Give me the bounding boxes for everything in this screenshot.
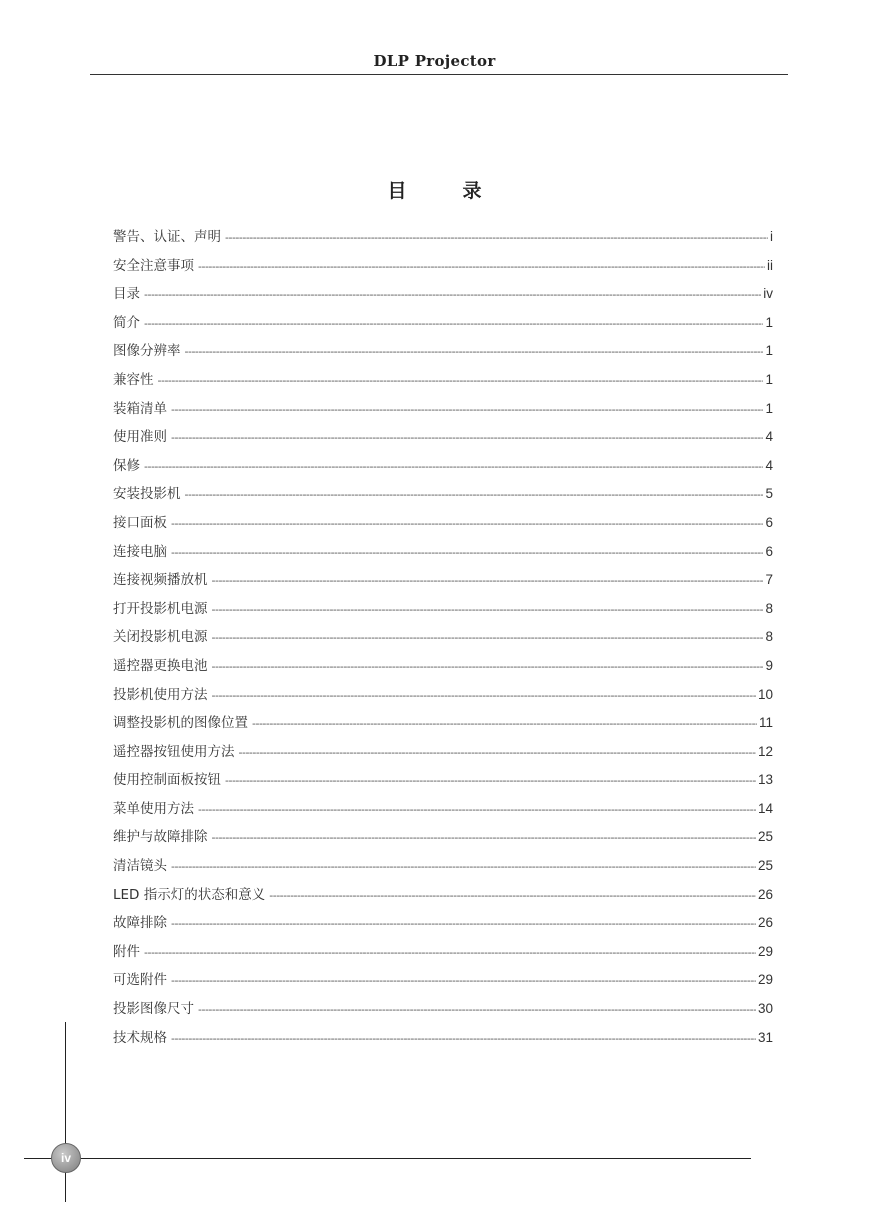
footer-rule: [24, 1158, 751, 1159]
toc-entry-page: 1: [765, 400, 773, 416]
toc-entry-title: 安装投影机: [113, 486, 181, 503]
toc-entry-page: 4: [765, 457, 773, 473]
toc-entry-title: 保修: [113, 457, 140, 474]
table-of-contents: [113, 225, 773, 1054]
toc-entry[interactable]: [113, 568, 773, 597]
toc-entry[interactable]: [113, 511, 773, 540]
toc-entry[interactable]: [113, 740, 773, 769]
toc-leader-dots: [144, 283, 761, 307]
toc-leader-dots: [171, 969, 756, 993]
toc-entry-page: 7: [765, 572, 773, 588]
toc-leader-dots: [225, 769, 756, 793]
toc-entry-page: 5: [765, 486, 773, 502]
toc-entry[interactable]: [113, 940, 773, 969]
toc-entry-title: 清洁镜头: [113, 858, 167, 875]
toc-entry-page: 8: [765, 629, 773, 645]
toc-entry-page: 1: [765, 343, 773, 359]
toc-entry-title: 打开投影机电源: [113, 600, 208, 617]
toc-entry[interactable]: [113, 654, 773, 683]
toc-entry-title: 简介: [113, 314, 140, 331]
toc-entry[interactable]: [113, 711, 773, 740]
toc-entry-title: 图像分辨率: [113, 343, 181, 360]
toc-entry[interactable]: [113, 425, 773, 454]
toc-leader-dots: [171, 855, 756, 879]
toc-entry-title: 附件: [113, 943, 140, 960]
toc-leader-dots: [185, 483, 764, 507]
toc-leader-dots: [212, 626, 764, 650]
toc-entry-page: 4: [765, 429, 773, 445]
toc-leader-dots: [239, 741, 756, 765]
toc-entry[interactable]: [113, 454, 773, 483]
toc-leader-dots: [171, 426, 763, 450]
toc-leader-dots: [212, 598, 764, 622]
toc-entry-page: 8: [765, 600, 773, 616]
toc-entry-title: 调整投影机的图像位置: [113, 715, 248, 732]
toc-leader-dots: [144, 455, 763, 479]
toc-entry-page: 1: [765, 371, 773, 387]
toc-leader-dots: [144, 312, 763, 336]
toc-leader-dots: [198, 998, 756, 1022]
toc-leader-dots: [212, 569, 764, 593]
toc-entry[interactable]: [113, 911, 773, 940]
toc-leader-dots: [185, 340, 764, 364]
toc-entry-title: 接口面板: [113, 514, 167, 531]
toc-leader-dots: [269, 884, 756, 908]
toc-leader-dots: [158, 369, 764, 393]
toc-leader-dots: [171, 512, 763, 536]
toc-entry-title: 投影图像尺寸: [113, 1001, 194, 1018]
toc-leader-dots: [171, 1027, 756, 1051]
toc-entry[interactable]: [113, 282, 773, 311]
toc-entry-page: 26: [757, 886, 773, 902]
toc-entry-title: 使用准则: [113, 429, 167, 446]
toc-entry-page: 25: [757, 858, 773, 874]
toc-entry-title: 可选附件: [113, 972, 167, 989]
toc-entry[interactable]: [113, 1026, 773, 1055]
toc-entry[interactable]: [113, 311, 773, 340]
toc-entry-title: 兼容性: [113, 371, 154, 388]
toc-entry[interactable]: [113, 225, 773, 254]
toc-leader-dots: [171, 398, 763, 422]
toc-entry[interactable]: [113, 597, 773, 626]
toc-entry-title: 技术规格: [113, 1029, 167, 1046]
toc-entry-page: 25: [757, 829, 773, 845]
toc-entry-page: 29: [757, 943, 773, 959]
toc-entry[interactable]: [113, 397, 773, 426]
toc-leader-dots: [212, 826, 756, 850]
toc-entry-page: iv: [763, 286, 773, 302]
toc-entry-title: 维护与故障排除: [113, 829, 208, 846]
toc-entry[interactable]: [113, 683, 773, 712]
toc-entry-title: 关闭投影机电源: [113, 629, 208, 646]
toc-entry-title: 连接视频播放机: [113, 572, 208, 589]
toc-entry-page: 12: [757, 743, 773, 759]
toc-entry[interactable]: [113, 339, 773, 368]
toc-entry-page: i: [770, 229, 773, 244]
toc-entry-page: 10: [757, 686, 773, 702]
header-rule: [90, 74, 788, 75]
toc-entry[interactable]: [113, 997, 773, 1026]
toc-entry-page: 11: [758, 715, 773, 731]
toc-entry-page: 30: [757, 1001, 773, 1017]
toc-entry-title: 投影机使用方法: [113, 686, 208, 703]
toc-entry[interactable]: [113, 825, 773, 854]
toc-entry[interactable]: [113, 254, 773, 283]
toc-entry-title: 警告、认证、声明: [113, 229, 221, 245]
toc-entry[interactable]: [113, 768, 773, 797]
toc-entry[interactable]: [113, 540, 773, 569]
toc-entry-page: 6: [765, 543, 773, 559]
toc-entry-title: 连接电脑: [113, 543, 167, 560]
toc-entry-page: 9: [765, 657, 773, 673]
toc-entry-page: 29: [757, 972, 773, 988]
toc-entry[interactable]: [113, 854, 773, 883]
margin-vertical-rule: [65, 1022, 66, 1202]
toc-leader-dots: [212, 655, 764, 679]
toc-entry[interactable]: [113, 368, 773, 397]
toc-entry-title: 使用控制面板按钮: [113, 772, 221, 789]
toc-entry-title: LED 指示灯的状态和意义: [113, 886, 266, 903]
toc-entry[interactable]: [113, 482, 773, 511]
toc-leader-dots: [225, 226, 768, 250]
toc-entry-title: 装箱清单: [113, 400, 167, 417]
toc-entry-title: 菜单使用方法: [113, 800, 194, 817]
toc-leader-dots: [198, 798, 756, 822]
toc-entry[interactable]: [113, 797, 773, 826]
toc-entry-page: 6: [765, 514, 773, 530]
toc-leader-dots: [144, 941, 756, 965]
toc-entry[interactable]: [113, 968, 773, 997]
toc-entry-title: 遥控器更换电池: [113, 657, 208, 674]
toc-entry-page: 1: [765, 314, 773, 330]
toc-entry-page: 13: [757, 772, 773, 788]
toc-entry[interactable]: [113, 625, 773, 654]
toc-leader-dots: [171, 912, 756, 936]
toc-entry-title: 故障排除: [113, 915, 167, 932]
toc-entry-title: 安全注意事项: [113, 257, 194, 274]
toc-entry-page: 26: [757, 915, 773, 931]
toc-entry-page: 14: [757, 800, 773, 816]
toc-leader-dots: [171, 541, 763, 565]
toc-leader-dots: [212, 684, 756, 708]
toc-entry-page: ii: [767, 257, 773, 273]
toc-entry[interactable]: [113, 883, 773, 912]
running-header-title: DLP Projector: [373, 52, 496, 70]
toc-entry-title: 遥控器按钮使用方法: [113, 743, 235, 760]
toc-entry-title: 目录: [113, 286, 140, 303]
toc-entry-page: 31: [757, 1029, 773, 1045]
toc-heading: 目录: [387, 180, 538, 202]
toc-leader-dots: [198, 255, 765, 279]
toc-leader-dots: [252, 712, 757, 736]
page-number-badge: iv: [51, 1143, 81, 1173]
